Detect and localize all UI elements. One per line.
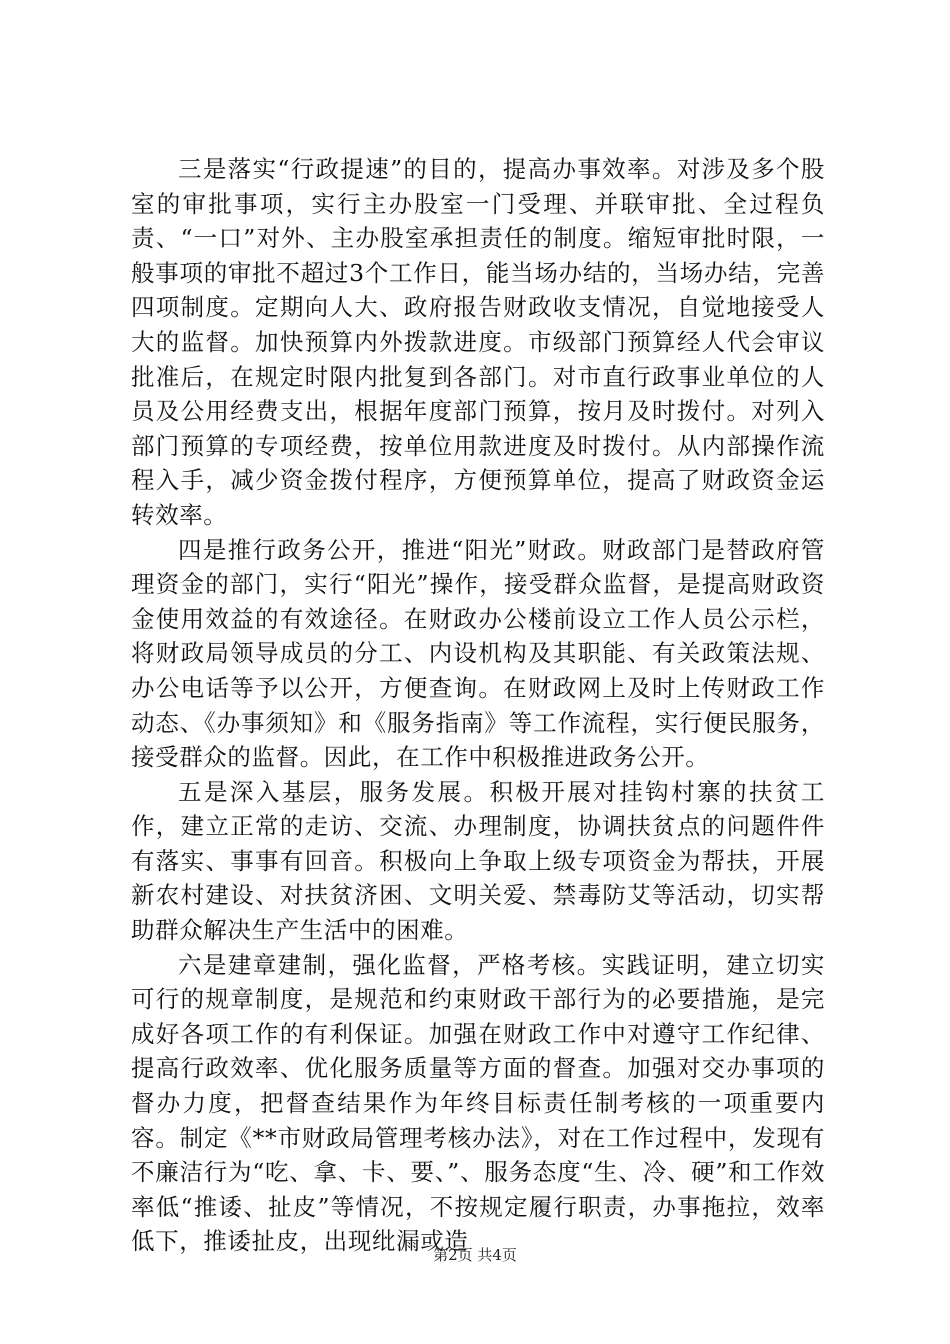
paragraph-6-regulation: 六是建章建制，强化监督，严格考核。实践证明，建立切实可行的规章制度，是规范和约束财政干部行为的必要措施，是完成好各项工作的有利保证。加强在财政工作中对遵守工作纪律、提高行政效率、优化服务质量等方面的督查。加强对交办事项的督办力度，把督查结果作为年终目标责任制考核的一项重要内容。制定《**市财政局管理考核办法》，对在工作过程中，发现有不廉洁行为“吃、拿、卡、要、”、服务态度“生、冷、硬”和工作效率低“推诿、扯皮”等情况，不按规定履行职责，办事拖拉，效率低下，推诿扯皮，出现纰漏或造 xyxy=(131,950,825,1256)
paragraph-3-speed-up: 三是落实“行政提速”的目的，提高办事效率。对涉及多个股室的审批事项，实行主办股室一门受理、并联审批、全过程负责、“一口”对外、主办股室承担责任的制度。缩短审批时限，一般事项的审批不超过3个工作日，能当场办结的，当场办结，完善四项制度。定期向人大、政府报告财政收支情况，自觉地接受人大的监督。加快预算内外拨款进度。市级部门预算经人代会审议批准后，在规定时限内批复到各部门。对市直行政事业单位的人员及公用经费支出，根据年度部门预算，按月及时拨付。对列入部门预算的专项经费，按单位用款进度及时拨付。从内部操作流程入手，减少资金拨付程序，方便预算单位，提高了财政资金运转效率。 xyxy=(131,155,825,529)
paragraph-4-transparency: 四是推行政务公开，推进“阳光”财政。财政部门是替政府管理资金的部门，实行“阳光”操作，接受群众监督，是提高财政资金使用效益的有效途径。在财政办公楼前设立工作人员公示栏，将财政局领导成员的分工、内设机构及其职能、有关政策法规、办公电话等予以公开，方便查询。在财政网上及时上传财政工作动态、《办事须知》和《服务指南》等工作流程，实行便民服务，接受群众的监督。因此，在工作中积极推进政务公开。 xyxy=(131,535,825,772)
paragraph-5-grassroots: 五是深入基层，服务发展。积极开展对挂钩村寨的扶贫工作，建立正常的走访、交流、办理制度，协调扶贫点的问题件件有落实、事事有回音。积极向上争取上级专项资金为帮扶，开展新农村建设、对扶贫济困、文明关爱、禁毒防艾等活动，切实帮助群众解决生产生活中的困难。 xyxy=(131,777,825,945)
page-number-footer: 第2页 共4页 xyxy=(433,1246,517,1264)
document-body xyxy=(131,152,825,1259)
